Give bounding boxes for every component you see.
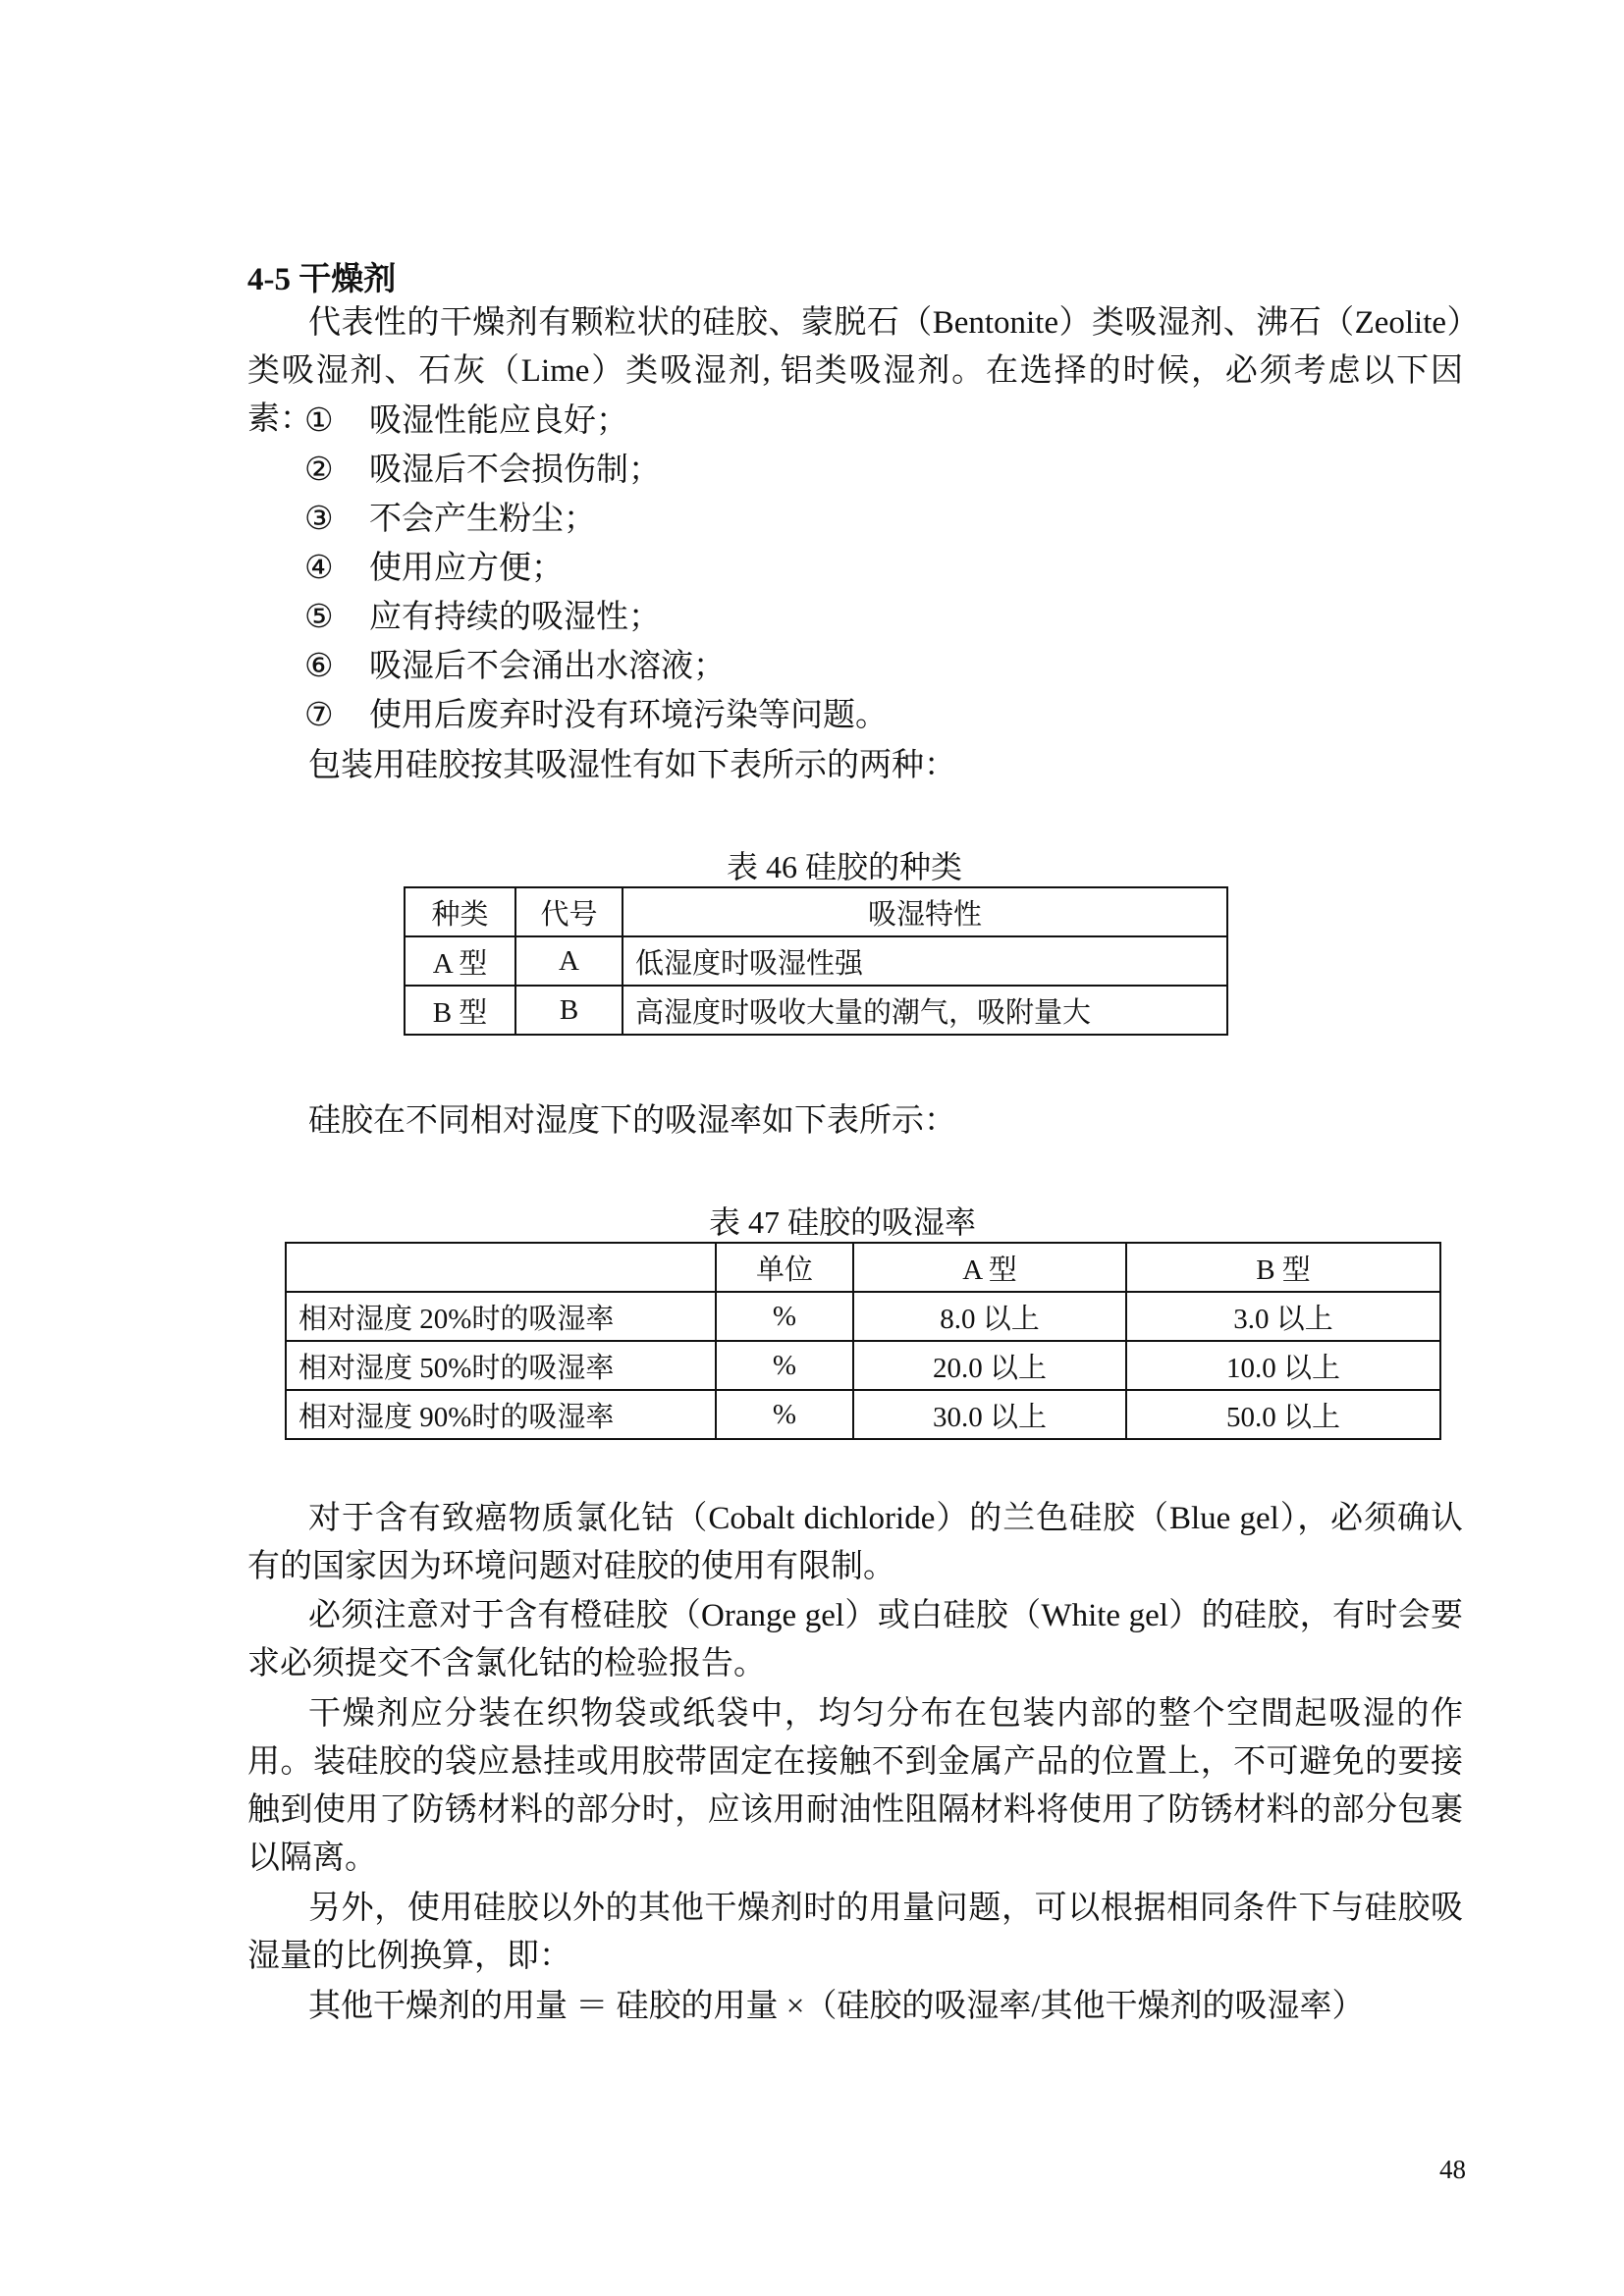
table-cell: A 型 bbox=[405, 936, 515, 986]
list-number: ⑦ bbox=[304, 698, 334, 733]
table46-intro: 包装用硅胶按其吸湿性有如下表所示的两种： bbox=[308, 748, 956, 783]
list-text: 使用应方便； bbox=[369, 551, 564, 586]
table-cell: B 型 bbox=[405, 986, 515, 1035]
table-cell: 8.0 以上 bbox=[853, 1292, 1126, 1341]
list-text: 吸湿后不会涌出水溶液； bbox=[369, 649, 726, 684]
table-header-row bbox=[286, 1243, 1440, 1292]
table-header-cell: 种类 bbox=[405, 887, 515, 936]
table46-caption: 表 46 硅胶的种类 bbox=[727, 849, 963, 884]
list-item bbox=[304, 544, 888, 593]
page-number: 48 bbox=[1439, 2155, 1466, 2184]
table-header-cell: 吸湿特性 bbox=[623, 887, 1227, 936]
list-item bbox=[304, 593, 888, 642]
table-row bbox=[405, 986, 1227, 1035]
body-paragraph: 必须注意对于含有橙硅胶（Orange gel）或白硅胶（White gel）的硅胶，有时会要求必须提交不含氯化钴的检验报告。 bbox=[247, 1598, 1463, 1682]
table-cell: % bbox=[716, 1390, 853, 1439]
table-cell: 低湿度时吸湿性强 bbox=[623, 936, 1227, 986]
list-text: 应有持续的吸湿性； bbox=[369, 600, 661, 635]
table-cell: 相对湿度 90%时的吸湿率 bbox=[286, 1390, 716, 1439]
table-header-cell bbox=[286, 1243, 716, 1292]
list-text: 不会产生粉尘； bbox=[369, 502, 596, 537]
list-item bbox=[304, 642, 888, 691]
table47-caption: 表 47 硅胶的吸湿率 bbox=[709, 1204, 977, 1240]
table-cell: 30.0 以上 bbox=[853, 1390, 1126, 1439]
table-header-cell: B 型 bbox=[1126, 1243, 1440, 1292]
table-row bbox=[286, 1341, 1440, 1390]
body-paragraph: 另外，使用硅胶以外的其他干燥剂时的用量问题，可以根据相同条件下与硅胶吸湿量的比例换算，即： bbox=[247, 1891, 1463, 1974]
section-heading: 4-5 干燥剂 bbox=[247, 262, 397, 297]
list-number: ⑥ bbox=[304, 649, 334, 684]
list-text: 使用后废弃时没有环境污染等问题。 bbox=[369, 698, 888, 733]
list-number: ⑤ bbox=[304, 600, 334, 635]
table-header-cell: A 型 bbox=[853, 1243, 1126, 1292]
body-paragraph: 干燥剂应分装在织物袋或纸袋中，均匀分布在包装内部的整个空間起吸湿的作用。装硅胶的袋应悬挂或用胶带固定在接触不到金属产品的位置上，不可避免的要接触到使用了防锈材料的部分时，应该用耐油性阻隔材料将使用了防锈材料的部分包裹以隔离。 bbox=[247, 1696, 1463, 1876]
table-cell: 10.0 以上 bbox=[1126, 1341, 1440, 1390]
table-cell: 50.0 以上 bbox=[1126, 1390, 1440, 1439]
intro-paragraph: 代表性的干燥剂有颗粒状的硅胶、蒙脱石（Bentonite）类吸湿剂、沸石（Zeolite）类吸湿剂、石灰（Lime）类吸湿剂, 铝类吸湿剂。在选择的时候，必须考虑以下因素： bbox=[247, 305, 1463, 437]
table-cell: % bbox=[716, 1341, 853, 1390]
factors-list bbox=[304, 397, 888, 740]
list-number: ① bbox=[304, 403, 334, 439]
table47 bbox=[285, 1242, 1441, 1440]
table46 bbox=[404, 886, 1228, 1036]
table47-intro: 硅胶在不同相对湿度下的吸湿率如下表所示： bbox=[308, 1103, 956, 1139]
table-row bbox=[405, 936, 1227, 986]
table-row bbox=[286, 1390, 1440, 1439]
table-row bbox=[286, 1292, 1440, 1341]
table-cell: 3.0 以上 bbox=[1126, 1292, 1440, 1341]
table-header-row bbox=[405, 887, 1227, 936]
table-cell: 相对湿度 20%时的吸湿率 bbox=[286, 1292, 716, 1341]
list-item bbox=[304, 691, 888, 740]
table-cell: 高湿度时吸收大量的潮气，吸附量大 bbox=[623, 986, 1227, 1035]
list-item bbox=[304, 495, 888, 544]
list-number: ② bbox=[304, 453, 334, 488]
table-cell: A bbox=[515, 936, 623, 986]
table-cell: 相对湿度 50%时的吸湿率 bbox=[286, 1341, 716, 1390]
list-number: ④ bbox=[304, 551, 334, 586]
list-number: ③ bbox=[304, 502, 334, 537]
list-text: 吸湿后不会损伤制； bbox=[369, 453, 661, 488]
table-header-cell: 代号 bbox=[515, 887, 623, 936]
list-text: 吸湿性能应良好； bbox=[369, 403, 628, 439]
body-paragraph: 对于含有致癌物质氯化钴（Cobalt dichloride）的兰色硅胶（Blue gel），必须确认有的国家因为环境问题对硅胶的使用有限制。 bbox=[247, 1501, 1463, 1584]
table-cell: B bbox=[515, 986, 623, 1035]
list-item bbox=[304, 446, 888, 495]
table-cell: % bbox=[716, 1292, 853, 1341]
table-header-cell: 单位 bbox=[716, 1243, 853, 1292]
formula-line: 其他干燥剂的用量 ＝ 硅胶的用量 ×（硅胶的吸湿率/其他干燥剂的吸湿率） bbox=[308, 1989, 1365, 2024]
table-cell: 20.0 以上 bbox=[853, 1341, 1126, 1390]
list-item bbox=[304, 397, 888, 446]
